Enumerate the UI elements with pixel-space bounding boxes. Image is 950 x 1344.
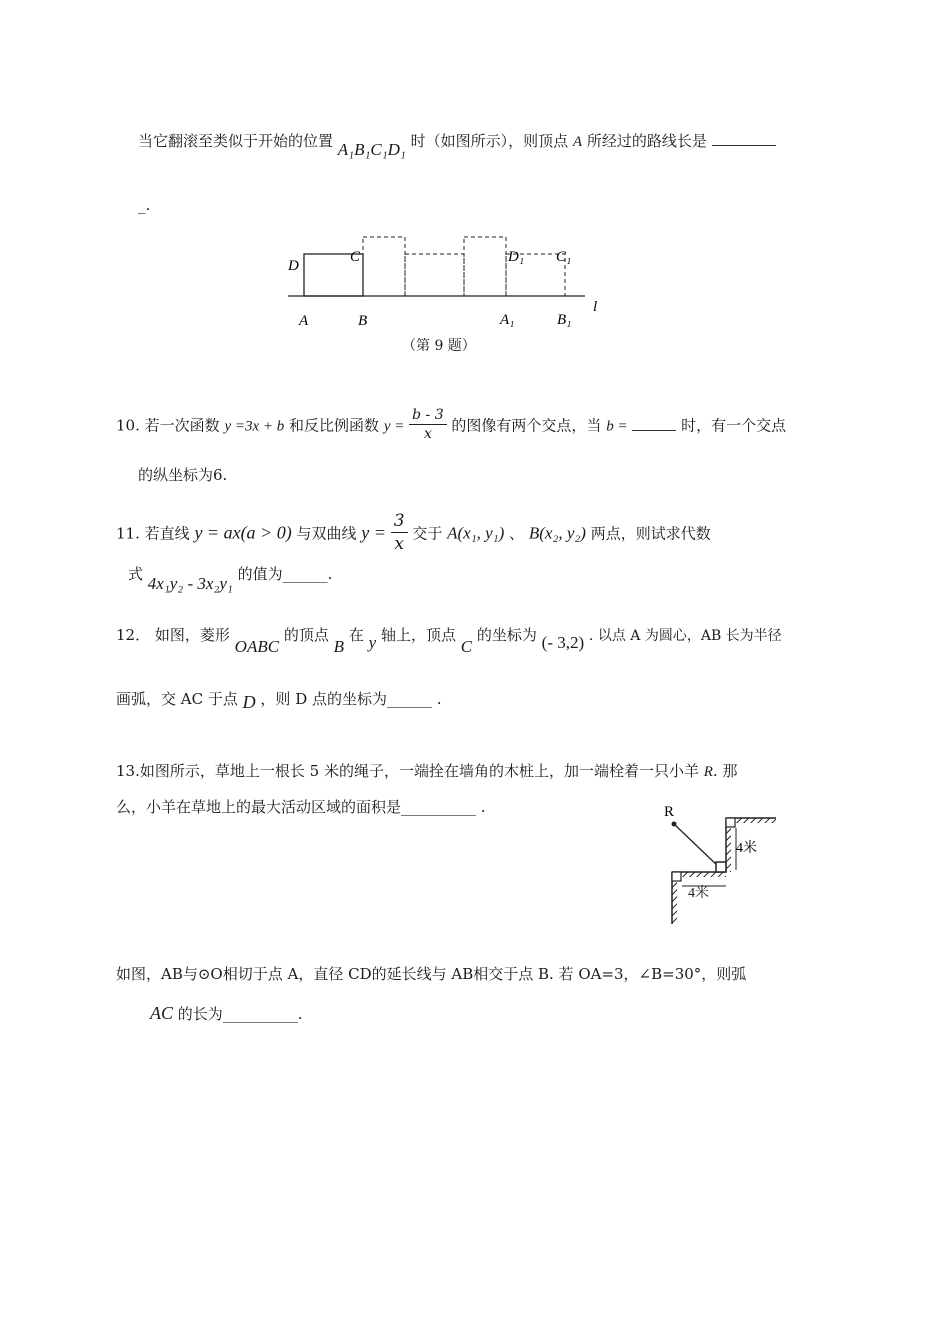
corner-lower-square xyxy=(672,872,681,881)
q9-position-math: A₁B₁C₁D₁ xyxy=(337,140,406,159)
q13-line1 xyxy=(116,760,737,781)
q12-text-5: 的坐标为 xyxy=(476,626,537,644)
q11-formula-3: A(x₁, y₁) xyxy=(447,523,505,543)
q10-line2: 的纵坐标为6. xyxy=(138,466,228,484)
q12-formula-3: y xyxy=(368,633,377,652)
q9-figure xyxy=(280,228,610,338)
q11-formula-2-lhs: y = xyxy=(361,522,386,543)
q12-line2 xyxy=(116,688,442,712)
q12-formula-1: OABC xyxy=(234,637,280,656)
q9-line2: _. xyxy=(138,196,151,214)
corner-upper-square xyxy=(726,818,735,827)
q12-text-4: 轴上，顶点 xyxy=(380,626,456,644)
fig-label-4m-horizontal: 4米 xyxy=(688,886,709,901)
q11-line2-text-2: 的值为______. xyxy=(237,565,333,583)
q11-line2-text-1: 式 xyxy=(128,565,144,583)
label-a1: A₁ xyxy=(500,312,515,328)
q10-text-4: 时，有一个交点 xyxy=(681,416,787,435)
q10-answer-blank[interactable] xyxy=(632,429,676,431)
q11-line1 xyxy=(116,512,711,557)
q14-line2 xyxy=(150,1003,303,1024)
q10-line1 xyxy=(116,408,786,445)
q12-text-2: 的顶点 xyxy=(283,626,329,644)
q12-number: 12． xyxy=(116,626,151,644)
label-d: D xyxy=(288,258,299,274)
label-l: l xyxy=(593,299,598,315)
q13-text-1: 如图所示，草地上一根长 5 米的绳子，一端拴在墙角的木桩上，加一端栓着一只小羊 xyxy=(139,762,699,780)
q9-line1 xyxy=(138,130,776,159)
q12-line2-text-2: ，则 D 点的坐标为______ . xyxy=(260,690,442,708)
label-c: C xyxy=(350,249,361,265)
q13-line2: 么，小羊在草地上的最大活动区域的面积是__________ . xyxy=(116,798,486,816)
q12-formula-4: C xyxy=(460,637,473,656)
q11-fraction-den: x xyxy=(394,534,404,554)
q9-point-a: A xyxy=(572,134,583,150)
dashed-square-2 xyxy=(405,254,464,296)
label-d1: D₁ xyxy=(508,249,525,265)
rope-line xyxy=(674,824,720,868)
q11-number: 11. xyxy=(116,524,140,543)
q12-line2-text-1: 画弧，交 AC 于点 xyxy=(116,690,238,708)
q10-text-1: 若一次函数 xyxy=(144,416,220,435)
q12-line1 xyxy=(116,624,782,656)
q10-text-3: 的图像有两个交点，当 xyxy=(451,416,602,435)
label-a: A xyxy=(299,313,309,329)
q11-fraction-num: 3 xyxy=(391,510,408,533)
q12-formula-5: (- 3,2) xyxy=(541,633,585,652)
q10-formula-2-lhs: y = xyxy=(383,418,405,435)
q9-answer-blank[interactable] xyxy=(712,144,776,146)
q12-formula-2: B xyxy=(333,637,345,656)
q10-formula-1: y =3x + b xyxy=(224,418,285,435)
q9-figure-caption: （第 9 题） xyxy=(402,338,476,354)
q11-line2 xyxy=(128,563,333,593)
dashed-square-3 xyxy=(464,237,506,296)
q14-text: 的长为__________. xyxy=(177,1005,303,1023)
q12-line2-formula: D xyxy=(242,692,256,712)
q11-text-3: 交于 xyxy=(412,524,443,543)
q10-fraction xyxy=(409,406,447,443)
q10-formula-3: b = xyxy=(606,418,628,435)
dashed-square-1 xyxy=(363,237,405,296)
q10-number: 10. xyxy=(116,416,140,435)
q11-text-5: 两点，则试求代数 xyxy=(590,524,711,543)
label-b1: B₁ xyxy=(557,312,572,328)
q14-line1: 如图，AB与⊙O相切于点 A，直径 CD的延长线与 AB相交于点 B. 若 OA=3，∠B=30°，则弧 xyxy=(116,965,747,983)
q9-text-1: 当它翻滚至类似于开始的位置 xyxy=(138,132,334,150)
q11-text-2: 与双曲线 xyxy=(296,524,357,543)
q11-formula-1: y = ax(a > 0) xyxy=(194,522,292,543)
q14-formula: AC xyxy=(150,1003,174,1023)
fig-label-r: R xyxy=(664,804,675,820)
q10-text-2: 和反比例函数 xyxy=(289,416,380,435)
q12-text-6: . 以点 A 为圆心，AB 长为半径 xyxy=(588,628,782,644)
q13-figure xyxy=(660,800,790,930)
q12-text-1: 如图，菱形 xyxy=(154,626,230,644)
label-c1: C₁ xyxy=(556,249,572,265)
fig-label-4m-vertical: 4米 xyxy=(736,841,757,856)
q11-text-4: 、 xyxy=(509,524,525,543)
q10-fraction-num: b - 3 xyxy=(409,406,447,425)
q9-text-2: 时（如图所示），则顶点 xyxy=(410,132,569,150)
q11-formula-4: B(x₂, y₂) xyxy=(528,523,586,543)
q10-fraction-den: x xyxy=(423,426,432,442)
q12-text-3: 在 xyxy=(348,626,364,644)
stake-square xyxy=(716,862,726,872)
label-b: B xyxy=(358,313,368,329)
q11-line2-formula: 4x₁y₂ - 3x₂y₁ xyxy=(147,574,233,593)
q13-text-end: . 那 xyxy=(712,762,738,780)
q13-r: R xyxy=(703,764,713,780)
q13-number: 13. xyxy=(116,762,140,780)
q11-fraction xyxy=(391,510,408,555)
q9-text-3: 所经过的路线长是 xyxy=(586,132,707,150)
q11-text-1: 若直线 xyxy=(144,524,190,543)
